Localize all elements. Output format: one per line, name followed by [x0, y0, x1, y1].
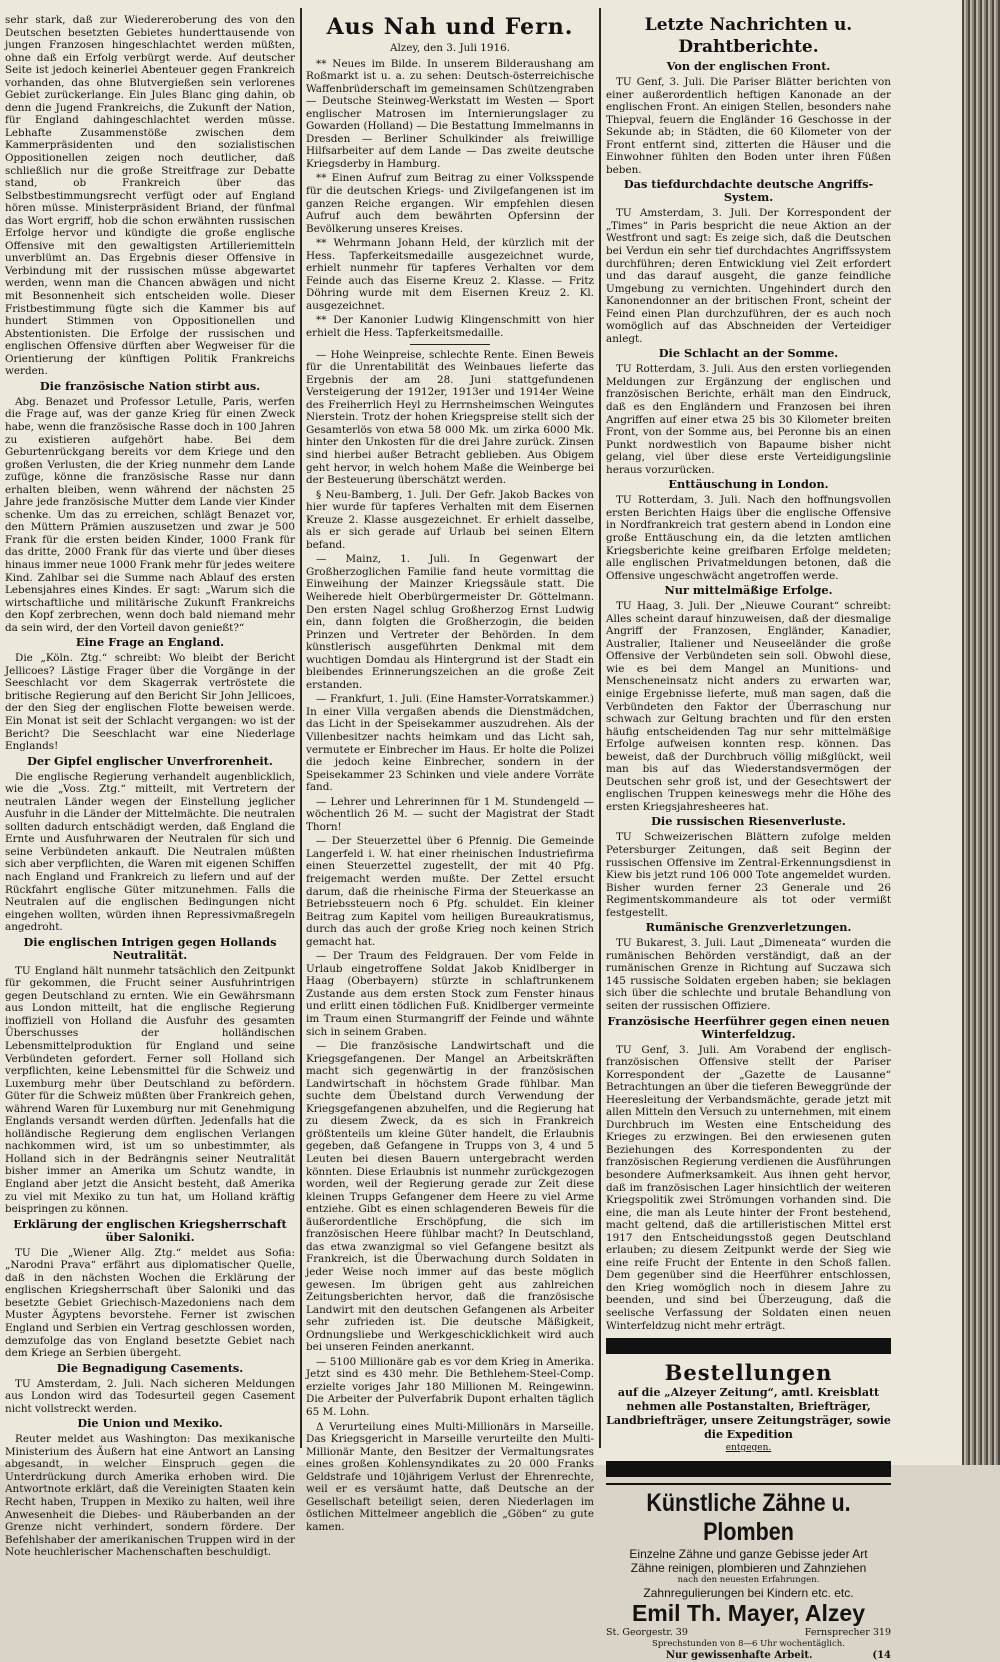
article-paragraph: — 5100 Millionäre gab es vor dem Krieg in Amerika. Jetzt sind es 430 mehr. Die Bethlehem-Steel-Comp. erzielte voriges Jahr 180 Millionen M. Reingewinn. Die Arbeiter der Pulverfabrik Dupont erhalten täglich 65 M. Lohn.: [306, 1355, 594, 1418]
article-headline: Nur mittelmäßige Erfolge.: [664, 583, 833, 598]
ad-line: Zahnregulierungen bei Kindern etc. etc.: [643, 1585, 854, 1600]
dentist-ad: [606, 1483, 891, 1662]
article-headline: Die französische Nation stirbt aus.: [39, 378, 261, 393]
divider: [410, 344, 490, 345]
article-headline: Die russischen Riesenverluste.: [651, 814, 846, 829]
article-paragraph: Die englische Regierung verhandelt augenblicklich, wie die „Voss. Ztg.“ mitteilt, mit Vertretern der neutralen Länder wegen der Einstellung jeglicher Ausfuhr in die Länder der Mittelmächte. Die neutralen sollten dadurch entschädigt werden, daß England die Ernte und Ausfuhrwaren der Neutralen für sich und seine Verbündeten ankauft. Die Neutralen müßten sich aber verpflichten, die Waren mit eigenen Schiffen nach England und Frankreich zu liefern und auf der Rückfahrt englische Güter mitzunehmen. Falls die Neutralen auf die englischen Bedingungen nicht eingehen wollten, würden ihnen Repressivmaßregeln angedroht.: [5, 770, 295, 934]
article-paragraph: TU Haag, 3. Juli. Der „Nieuwe Courant“ schreibt: Alles scheint darauf hinzuweisen, daß der diesmalige Angriff der Franzosen, Engländer, Kanadier, Australier, Italiener und Neuseeländer die große Offensive der Verbündeten sein soll. Obwohl diese, wie es bei dem Mangel an Munitions- und Menscheneinsatz nicht anders zu erwarten war, einige Ergebnisse lieferte, muß man sagen, daß die Verbündeten den Faktor der Überraschung nur schwach zur Geltung brachten und für den ersten häufig entscheidenden Tag nur sehr mittelmäßige Erfolge aufweisen konnten resp. können. Das beweist, daß der Durchbruch völlig mißglückt, weil man bis auf das Wiederstandsvermögen der Deutschen sehr groß ist, und der Gesechtswert der englischen Truppen keineswegs mehr die Höhe des ersten Kriegsjahresheeres hat.: [606, 600, 891, 813]
article-paragraph: — Die französische Landwirtschaft und die Kriegsgefangenen. Der Mangel an Arbeitskräften macht sich gegenwärtig in der französischen Landwirtschaft in höchstem Grade fühlbar. Man suchte dem Übelstand durch Verwendung der Kriegsgefangenen abzuhelfen, und die Regierung hat zu diesem Zweck, da es sich in Frankreich größtenteils um kleine Güter handelt, die Erlaubnis gegeben, daß Gefangene in Trupps von 3, 4 und 5 Leuten bei diesen Bauern untergebracht werden könnten. Diese Erlaubnis ist nunmehr zurückgezogen worden, weil der Regierung gerade zur Zeit diese kleinen Trupps Gefangener dem Heere zu viel Arme entziehe. Gibt es einen schlagenderen Beweis für die äußerordentliche Erschöpfung, die sich im französischen Heere fühlbar macht? In Deutschland, das etwa zwanzigmal so viel Gefangene besitzt als Frankreich, ist die Überwachung durch Soldaten in jeder Weise noch immer auf das beste möglich gewesen. Im übrigen geht aus zahlreichen Zeitungsberichten hervor, daß die französische Landwirt mit den deutschen Gefangenen als Arbeiter sehr zufrieden ist. Die deutsche Mäßigkeit, Ordnungsliebe und Werkgeschicklichkeit wird auch bei unseren Feinden anerkannt.: [306, 1040, 594, 1354]
column-rule: [599, 8, 601, 1448]
article-headline: Die Schlacht an der Somme.: [658, 346, 839, 361]
ad-line: nach den neuesten Erfahrungen.: [677, 1574, 820, 1585]
article-paragraph: TU Genf, 3. Juli. Die Pariser Blätter berichten von einer außerordentlich heftigen Kanonade an der englischen Front. An einigen Stellen, besonders nahe Thiepval, feuern die Engländer 16 Geschosse in der Sekunde ab; in Städten, die 60 Kilometer von der Front entfernt sind, zitterten die Häuser und die Einwohner fühlten den Boden unter ihren Füßen beben.: [606, 76, 891, 176]
article-paragraph: ** Wehrmann Johann Held, der kürzlich mit der Hess. Tapferkeitsmedaille ausgezeichnet wurde, erhielt nunmehr für tapferes Verhalten vor dem Feinde auch das Eiserne Kreuz 2. Klasse. — Fritz Döhring wurde mit dem Eisernen Kreuz 2. Kl. ausgezeichnet.: [306, 237, 594, 312]
book-page-edges: [962, 0, 1000, 1465]
column-2: [306, 14, 594, 1533]
article-paragraph: — Lehrer und Lehrerinnen für 1 M. Stundengeld — wöchentlich 26 M. — sucht der Magistrat der Stadt Thorn!: [306, 795, 594, 833]
ad-line: Einzelne Zähne und ganze Gebisse jeder Art: [629, 1546, 868, 1561]
article-paragraph: Δ Verurteilung eines Multi-Millionärs in Marseille. Das Kriegsgericht in Marseille verurteilte den Multi-Millionär Mante, den Besitzer der Vermaltungsrates eines großen Kohlensyndikates zu 20 000 Franks Geldstrafe und 10jährigem Verlust der Ehrenrechte, weil er es versäumt hatte, daß Deutsche an der Gesellschaft beteiligt seien, deren Niederlagen im östlichen Mittelmeer angeblich die „Göben“ zu gute kamen.: [306, 1420, 594, 1533]
dateline: Alzey, den 3. Juli 1916.: [389, 42, 511, 54]
article-headline: Von der englischen Front.: [666, 59, 831, 73]
article-paragraph: TU Genf, 3. Juli. Am Vorabend der englisch-französischen Offensive stellt der Pariser Korrespondent der „Gazette de Lausanne“ Betrachtungen an über die tieferen Beweggründe der Heeresleitung der Verbandsmächte, gerade jetzt mit allen Mitteln den Versuch zu unternehmen, mit einem Durchbruch im Westen eine Entscheidung des Krieges zu erzwingen. Bei den erwiesenen guten Beziehungen des Korrespondenten zu der französischen Regierung verdienen die Ausführungen besondere Aufmerksamkeit. Aus ihnen geht hervor, daß im französischen Lager hinsichtlich der weiteren Kriegspolitik zwei Strömungen vorhanden sind. Die eine, die man als Leute hinter der Front bestehend, macht geltend, daß die artilleristischen Mittel erst 1917 den Entscheidungsstoß gegen Deutschland erlauben; zu diesem Zeitpunkt werde der Sieg wie eine reife Frucht der Entente in den Schoß fallen. Dem gegenüber sind die Heerführer entschlossen, den Krieg womöglich noch in diesem Jahre zu beenden, und sind bei Überzeugung, daß die seelische Verfassung der Soldaten einen neuen Winterfeldzug nicht mehr erträgt.: [606, 1043, 891, 1332]
article-paragraph: TU Schweizerischen Blättern zufolge melden Petersburger Zeitungen, daß seit Beginn der russischen Offensive im Zentral-Erkennungsdienst in Kiew bis jetzt rund 106 000 Tote angemeldet wurden. Bisher wurden ferner 23 Generale und 26 Regimentskommandeure als tot oder vermißt festgestellt.: [606, 831, 891, 919]
ad-small: entgegen.: [725, 1443, 772, 1454]
article-paragraph: — Der Traum des Feldgrauen. Der vom Felde in Urlaub eingetroffene Soldat Jakob Knidlberger in Haag (Oberbayern) stürzte in schlaftrunkenem Zustande aus dem ersten Stock zum Fenster hinaus und erlitt einen tödlichen Fuß. Knidlberger vermeinte im Traum einen Sturmangriff der Feinde und wähnte sich in seinem Graben.: [306, 950, 594, 1038]
ad-divider-bar: [606, 1461, 891, 1477]
article-paragraph: ** Der Kanonier Ludwig Klingenschmitt von hier erhielt die Hess. Tapferkeitsmedaille.: [306, 314, 594, 340]
section-title: Letzte Nachrichten u. Drahtberichte.: [644, 15, 853, 57]
column-3: [606, 14, 891, 1661]
ad-title: Künstliche Zähne u. Plomben: [646, 1488, 851, 1546]
article-paragraph: TU Rotterdam, 3. Juli. Nach den hoffnungsvollen ersten Berichten Haigs über die englische Offensive in Nordfrankreich trat gestern abend in London eine große Enttäuschung ein, da die letzten amtlichen Kriegsberichte keine greifbaren Erfolge meldeten; alle englischen Privatmeldungen betonen, daß die Offensive ungeschwächt angetroffen werde.: [606, 494, 891, 582]
article-paragraph: sehr stark, daß zur Wiedereroberung des von den Deutschen besetzten Gebietes hunderttausende von jungen Franzosen hingeschlachtet werden müßten, ohne daß ein Erfolg verbürgt werde. Auf deutscher Seite ist jedoch keinerlei Abenteuer gegen Frankreich vorhanden, das ohne Blutvergießen sein verlorenes Gebiet zurückerlange. Ein Jules Blanc ging dahin, ob denn die Jugend Frankreichs, die Zukunft der Nation, für England dahingeschlachtet werden müsse. Lebhafte Zusammenstöße zwischen dem Kammerpräsidenten und den sozialistischen Oppositionellen zeigen noch deutlicher, daß schließlich nur die große Streitfrage zur Debatte stand, ob Frankreich über das Selbstbestimmungsrecht verfügt oder auf England hören müsse. Ministerpräsident Briand, der fünfmal das Wort ergriff, hob die schon erwähnten russischen Erfolge hervor und kündigte die große englische Offensive mit den gewaltigsten Artilleriemitteln unverblümt an. Das Ergebnis dieser Offensive in Verbindung mit der russischen müsse abgewartet werden, wenn man die Chancen abwägen und nicht mit Besonnenheit sich entscheiden wolle. Dieser Fristbestimmung fügte sich die Kammer bis auf hundert Stimmen von Oppositionellen und Abstentionisten. Die Erfolge der russischen und englischen Offensive dürften aber Wegweiser für die Orientierung der künftigen Politik Frankreichs werden.: [5, 14, 295, 378]
ad-tagline: Nur gewissenhafte Arbeit.: [665, 1649, 813, 1661]
ad-footer-row: [606, 1650, 891, 1662]
article-paragraph: TU Rotterdam, 3. Juli. Aus den ersten vorliegenden Meldungen zur Ergänzung der englischen und französischen Berichte, erhält man den Eindruck, daß es den Engländern und Franzosen bei ihren Angriffen auf einer etwa 25 bis 30 Kilometer breiten Front, von der Somme aus, bei Peronne bis an einen Punkt nordwestlich von Bapaume bisher nicht gelang, viel über diese erste Verteidigungslinie heraus vorzurücken.: [606, 363, 891, 476]
column-1: [5, 14, 295, 1559]
article-paragraph: — Der Steuerzettel über 6 Pfennig. Die Gemeinde Langerfeld i. W. hat einer rheinischen Industriefirma einen Steuerzettel zugestellt, der mit 40 Pfg. freigemacht werden mußte. Der Zettel ersucht darum, daß die rheinische Firma der Steuerkasse an Betriebssteuern noch 6 Pfg. schuldet. Ein kleiner Beitrag zum Kapitel vom heiligen Bureaukratismus, durch das auch der große Krieg noch keinen Strich gemacht hat.: [306, 835, 594, 948]
article-paragraph: ** Einen Aufruf zum Beitrag zu einer Volksspende für die deutschen Kriegs- und Zivilgefangenen ist im ganzen Reiche ergangen. Wir empfehlen diesen Aufruf auch dem bewährten Opfersinn der Bevölkerung unseres Kreises.: [306, 172, 594, 235]
ad-hours: Sprechstunden von 8—6 Uhr wochentäglich.: [652, 1638, 845, 1649]
article-headline: Rumänische Grenzverletzungen.: [645, 920, 852, 935]
column-rule: [300, 8, 302, 1448]
ad-line: Zähne reinigen, plombieren und Zahnziehen: [630, 1560, 867, 1575]
article-headline: Enttäuschung in London.: [668, 477, 829, 492]
ad-number: (14: [872, 1649, 891, 1661]
article-paragraph: Abg. Benazet und Professor Letulle, Paris, werfen die Frage auf, was der ganze Krieg für einen Zweck habe, wenn die französische Rasse doch in 100 Jahren zu existieren aufgehört habe. Bei dem Geburtenrückgang bereits vor dem Kriege und den großen Verlusten, die der Krieg nunmehr dem Lande zufüge, könne die französische Rasse nur dann erhalten bleiben, wenn während der nächsten 25 Jahre jede französische Mutter dem Lande vier Kinder schenke. Um das zu erreichen, schlägt Benazet vor, den Müttern Prämien auszusetzen und zwar je 500 Frank für die ersten beiden Kinder, 1000 Frank für das dritte, 2000 Frank für das vierte und über dieses hinaus immer neue 1000 Frank mehr für jedes weitere Kind. Zahlbar sei die Summe nach Ablauf des ersten Lebensjahres eines Kindes. Er sagt: „Warum sich die wirtschaftliche und militärische Zukunft Frankreichs den Kopf zerbrechen, wenn doch bald niemand mehr da sein wird, der den Vorteil davon genießt?“: [5, 395, 295, 634]
article-paragraph: TU Amsterdam, 2. Juli. Nach sicheren Meldungen aus London wird das Todesurteil gegen Casement nicht vollstreckt werden.: [5, 1377, 295, 1415]
subscription-ad: [606, 1360, 891, 1455]
article-headline: Französische Heerführer gegen einen neuen Winterfeldzug.: [607, 1013, 890, 1041]
ad-advertiser-name: Emil Th. Mayer, Alzey: [631, 1599, 866, 1626]
article-paragraph: — Frankfurt, 1. Juli. (Eine Hamster-Vorratskammer.) In einer Villa vergaßen abends die Dienstmädchen, das Licht in der Speisekammer auszudrehen. Als der Villenbesitzer nachts heimkam und das Licht sah, vermutete er Einbrecher im Haus. Er holte die Polizei die jedoch keine Einbrecher, sondern in der Speisekammer 23 Schinken und viele andere Vorräte fand.: [306, 693, 594, 794]
article-paragraph: — Mainz, 1. Juli. In Gegenwart der Großherzoglichen Familie fand heute vormittag die Einweihung der Mainzer Kriegssäule statt. Die Weiherede hielt Oberbürgermeister Dr. Göttelmann. Den ersten Nagel schlug Großherzog Ernst Ludwig ein, dann folgten die Großherzogin, die beiden Prinzen und Vertreter der Behörden. In dem künstlerisch ausgeführten Denkmal mit dem wuchtigen Domdau als Hintergrund ist der Stadt ein bleibendes Erinnerungszeichen an die große Zeit erstanden.: [306, 553, 594, 691]
article-headline: Die Begnadigung Casements.: [56, 1360, 244, 1375]
ad-divider-bar: [606, 1338, 891, 1354]
section-title: Aus Nah und Fern.: [326, 14, 574, 40]
ad-address-row: [606, 1627, 891, 1639]
ad-street: St. Georgestr. 39: [606, 1626, 688, 1638]
article-headline: Das tiefdurchdachte deutsche Angriffs-System.: [623, 177, 874, 205]
article-paragraph: TU Die „Wiener Allg. Ztg.“ meldet aus Sofia: „Narodni Prava“ erfährt aus diplomatischer Quelle, daß in den nächsten Wochen die Erklärung der englischen Kriegsherrschaft über Saloniki und das besetzte Gebiet Griechisch-Mazedoniens nach dem Muster Ägyptens bevorstehe. Ferner ist zwischen England und Serbien ein Vertrag geschlossen worden, demzufolge das von England besetzte Gebiet nach dem Kriege an Serbien übergeht.: [5, 1246, 295, 1360]
ad-title: Bestellungen: [664, 1360, 833, 1386]
article-paragraph: TU England hält nunmehr tatsächlich den Zeitpunkt für gekommen, die Frucht seiner Ausfuhrintrigen gegen Deutschland zu ernten. Wie ein Gewährsmann aus London mitteilt, hat die englische Regierung inoffiziell von Holland die Ausfuhr des gesamten Überschusses der holländischen Lebensmittelproduktion für England und seine Verbündeten gefordert. Ferner soll Holland sich verpflichten, keine Lebensmittel für die Schweiz und Luxemburg mehr über Deutschland zu befördern. Güter für die Schweiz müßten über Frankreich gehen, während Waren für Luxemburg nur mit Genehmigung Englands versandt werden dürften. Jedenfalls hat die holländische Regierung dem englischen Verlangen nachkommen wird, ist um so unbestimmter, als Holland sich in der Bedrängnis seiner Neutralität bisher immer an Amerika um Schutz wandte, in England aber jetzt die Ansicht besteht, daß Amerika zu viel mit Mexiko zu tun hat, um Holland kräftig beispringen zu können.: [5, 964, 295, 1216]
article-paragraph: ** Neues im Bilde. In unserem Bilderaushang am Roßmarkt ist u. a. zu sehen: Deutsch-österreichische Waffenbrüderschaft im gemeinsamen Schützengraben — Deutsche Steinweg-Werkstatt im Westen — Sport englischer Matrosen im Internierungslager zu Gowarden (Holland) — Die Bestattung Immelmanns in Dresden — Berliner Schulkinder als freiwillige Hilfsarbeiter auf dem Lande — Das zweite deutsche Kriegsderby in Hamburg.: [306, 57, 594, 170]
article-paragraph: — Hohe Weinpreise, schlechte Rente. Einen Beweis für die Unrentabilität des Weinbaues lieferte das Ergebnis der am 28. Juni stattgefundenen Versteigerung der 1912er, 1913er und 1914er Weine des Freiherrlich Heyl zu Herrnsheimschen Weingutes Nierstein. Trotz der hohen Kriegspreise stellt sich der Gesamterlös von etwa 58 000 Mk. um zirka 6000 Mk. hinter den Unkosten für die drei Jahre zurück. Zinsen sind hierbei außer Betracht geblieben. Aus Obigem geht hervor, in welch hohem Maße die Weinberge bei der Besteuerung überschätzt werden.: [306, 348, 594, 487]
article-paragraph: Die „Köln. Ztg.“ schreibt: Wo bleibt der Bericht Jellicoes? Lästige Frager über die Vorgänge in der Seeschlacht vor dem Skagerrak vertröstete die britische Regierung auf den Bericht Sir John Jellicoes, der den Sieg der englischen Flotte beweisen werde. Ein Monat ist seit der Schlacht vergangen: wo ist der Bericht? Die Seeschlacht war eine Niederlage Englands!: [5, 652, 295, 753]
article-headline: Eine Frage an England.: [75, 635, 225, 650]
article-headline: Erklärung der englischen Kriegsherrschaft über Saloniki.: [13, 1216, 287, 1244]
article-paragraph: Reuter meldet aus Washington: Das mexikanische Ministerium des Äußern hat eine Antwort an Lansing abgesandt, in welcher Einspruch gegen die Unterdrückung durch Amerika erhoben wird. Die Antwortnote erklärt, daß die Vereinigten Staaten kein Recht haben, Truppen in Mexiko zu halten, weil ihre Anwesenheit die Diebes- und Räuberbanden an der Grenze nicht verhindert, sondern fördere. Der Befehlshaber der amerikanischen Truppen wird in der Note heuchlerischer Machenschaften beschuldigt.: [5, 1433, 295, 1559]
article-headline: Der Gipfel englischer Unverfrorenheit.: [27, 753, 273, 768]
ad-text: auf die „Alzeyer Zeitung“, amtl. Kreisblatt nehmen alle Postanstalten, Briefträger, Landbriefträger, unsere Zeitungsträger, sowie die Expedition: [606, 1386, 891, 1442]
article-paragraph: TU Amsterdam, 3. Juli. Der Korrespondent der „Times“ in Paris bespricht die neue Aktion an der Westfront und sagt: Es zeige sich, daß die Deutschen bei Verdun ein sehr tief durchdachtes Angriffssystem durchführen; deren Entwicklung viel Zeit erfordert und das darauf ausgeht, die ganze feindliche Umgebung zu vernichten. Ungehindert durch den Kanonendonner an der britischen Front, scheint der Feind einen Plan durchzuführen, der es auch noch womöglich auf das Abschneiden der Verteidiger anlegt.: [606, 207, 891, 345]
article-headline: Die englischen Intrigen gegen Hollands Neutralität.: [23, 934, 277, 962]
article-paragraph: TU Bukarest, 3. Juli. Laut „Dimeneata“ wurden die rumänischen Behörden verständigt, daß an der rumänischen Grenze in Richtung auf Suczawa sich 145 russische Soldaten ergeben haben; sie beklagen sich über die schlechte und brutale Behandlung von seiten der russischen Offiziere.: [606, 937, 891, 1012]
ad-phone: Fernsprecher 319: [804, 1626, 891, 1638]
article-paragraph: § Neu-Bamberg, 1. Juli. Der Gefr. Jakob Backes von hier wurde für tapferes Verhalten mit dem Eisernen Kreuze 2. Klasse ausgezeichnet. Er erhielt dasselbe, als er sich gerade auf Urlaub bei seinen Eltern befand.: [306, 488, 594, 551]
article-headline: Die Union und Mexiko.: [77, 1416, 223, 1431]
